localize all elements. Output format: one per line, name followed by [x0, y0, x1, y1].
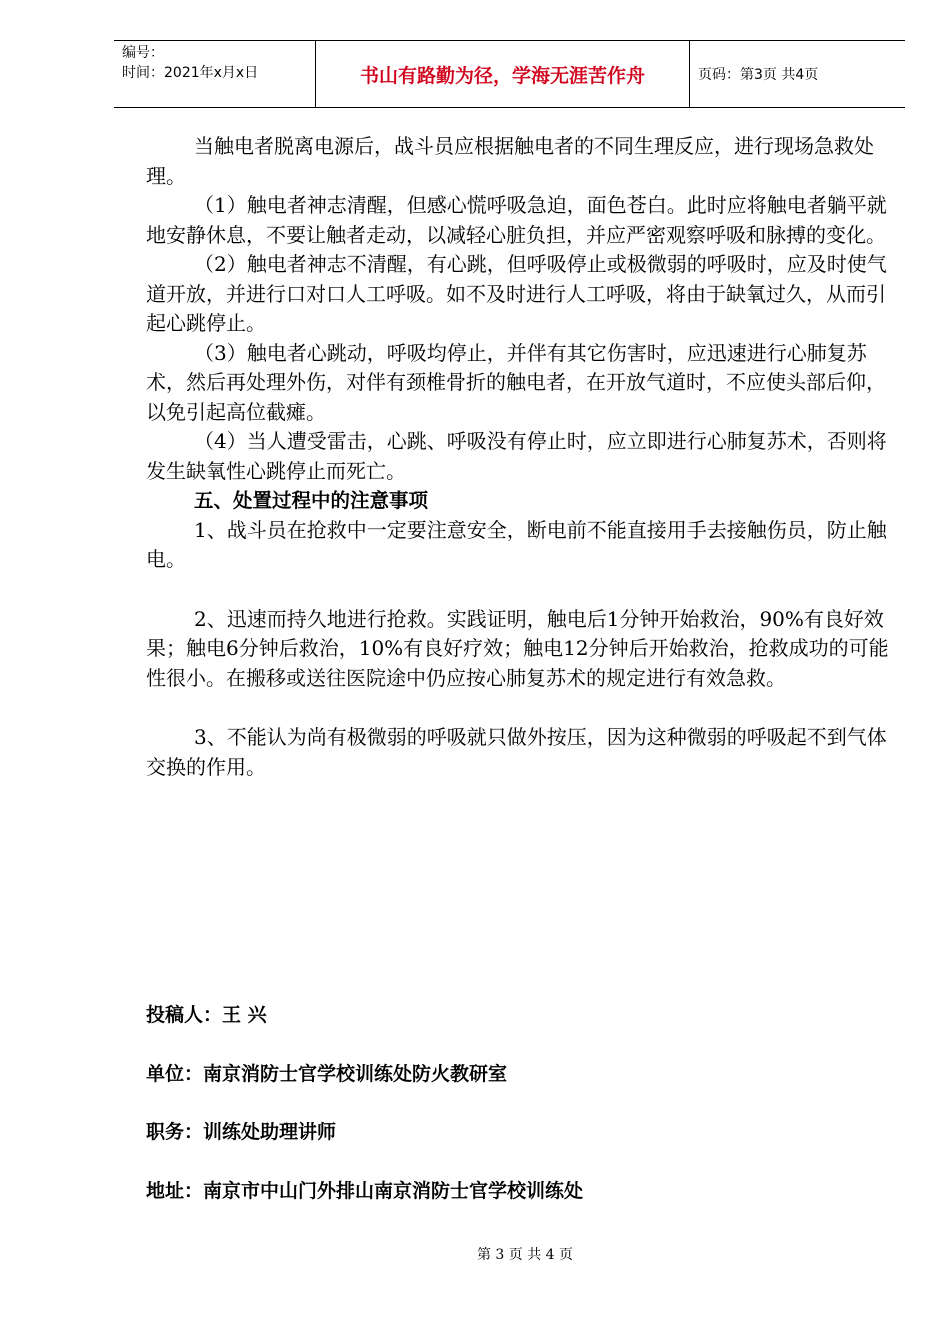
- spacer: [146, 575, 891, 605]
- doc-number-label: 编号：: [122, 45, 164, 61]
- contributor-position: 职务：训练处助理讲师: [146, 1121, 337, 1143]
- paragraph-case-2: （2）触电者神志不清醒，有心跳，但呼吸停止或极微弱的呼吸时，应及时使气道开放，并进行口对口人工呼吸。如不及时进行人工呼吸，将由于缺氧过久，从而引起心跳停止。: [146, 252, 887, 335]
- contributor-address: 地址：南京市中山门外排山南京消防士官学校训练处: [146, 1179, 584, 1202]
- note-1: 1、战斗员在抢救中一定要注意安全，断电前不能直接用手去接触伤员，防止触电。: [146, 517, 887, 571]
- header-meta: [114, 41, 316, 107]
- note-2: 2、迅速而持久地进行抢救。实践证明，触电后1分钟开始救治，90%有良好效果；触电6分钟后救治，10%有良好疗效；触电12分钟后开始救治，抢救成功的可能性很小。在搬移或送往医院途中仍应按心肺复苏术的规定进行有效急救。: [146, 606, 889, 690]
- paragraph-case-1: （1）触电者神志清醒，但感心慌呼吸急迫，面色苍白。此时应将触电者躺平就地安静休息，不要让触者走动，以减轻心脏负担，并应严密观察呼吸和脉搏的变化。: [146, 193, 887, 247]
- paragraph-intro: 当触电者脱离电源后，战斗员应根据触电者的不同生理反应，进行现场急救处理。: [146, 134, 874, 188]
- paragraph-case-3: （3）触电者心跳动，呼吸均停止，并伴有其它伤害时，应迅速进行心肺复苏术，然后再处理外伤，对伴有颈椎骨折的触电者，在开放气道时，不应使头部后仰，以免引起高位截瘫。: [146, 340, 886, 424]
- paragraph-case-4: （4）当人遭受雷击，心跳、呼吸没有停止时，应立即进行心肺复苏术，否则将发生缺氧性心跳停止而死亡。: [146, 429, 887, 483]
- section-heading: 五、处置过程中的注意事项: [194, 489, 429, 512]
- contributor-author: 投稿人：王 兴: [146, 1004, 267, 1026]
- page-header: [114, 40, 905, 108]
- document-body: [146, 132, 891, 782]
- header-page-info: 页码：第3页 共4页: [698, 67, 819, 83]
- page-footer: 第 3 页 共 4 页: [476, 1247, 574, 1263]
- header-motto: 书山有路勤为径，学海无涯苦作舟: [316, 41, 690, 107]
- contributor-info: [146, 1000, 891, 1234]
- contributor-unit: 单位：南京消防士官学校训练处防火教研室: [146, 1062, 508, 1085]
- spacer: [146, 693, 891, 723]
- doc-time-label: 时间：2021年x月x日: [122, 65, 259, 81]
- note-3: 3、不能认为尚有极微弱的呼吸就只做外按压，因为这种微弱的呼吸起不到气体交换的作用。: [146, 725, 887, 779]
